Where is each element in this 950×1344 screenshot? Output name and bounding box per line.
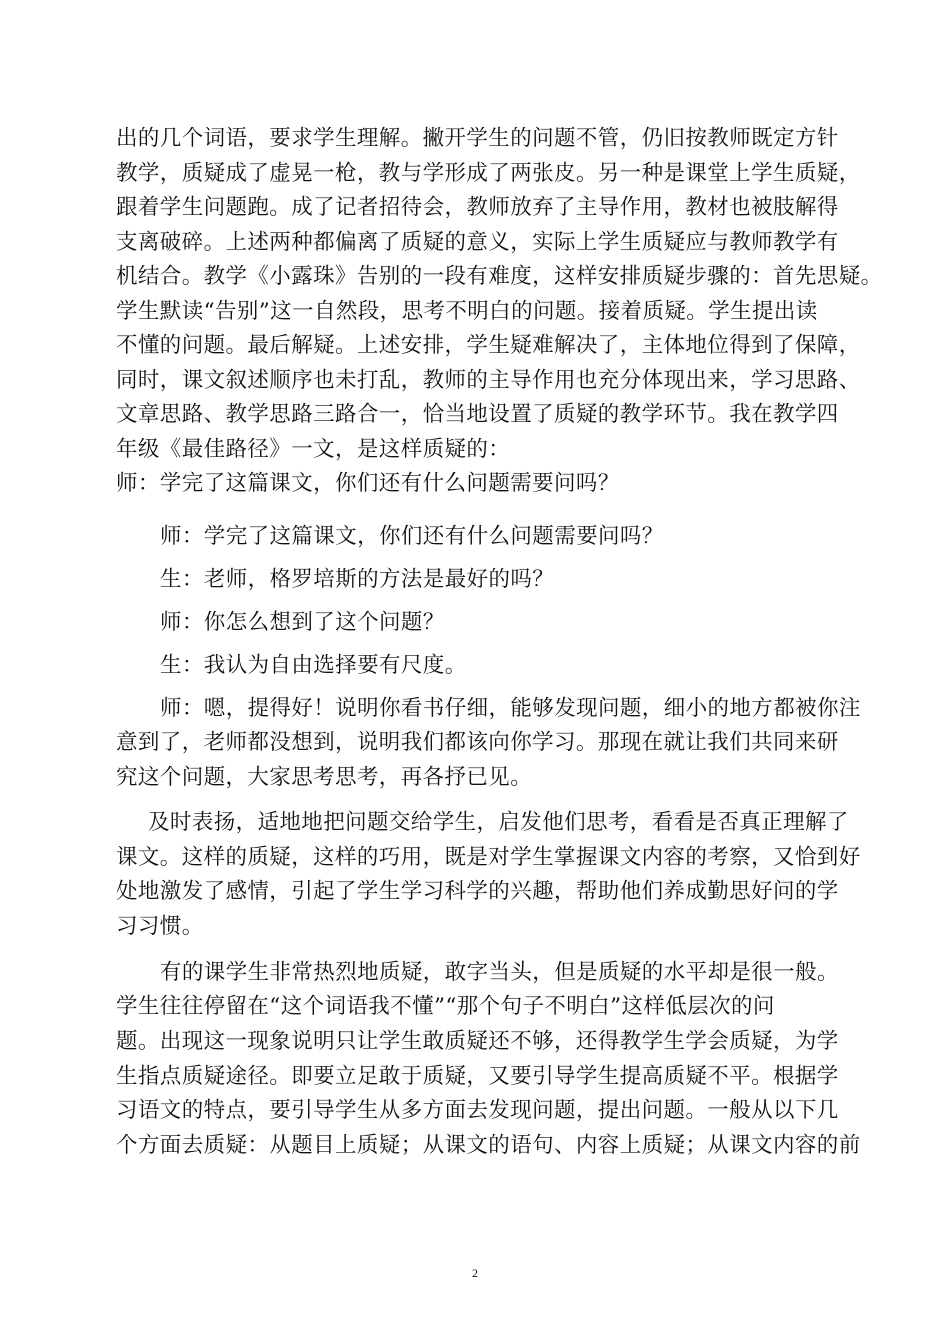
body-line: 文章思路、教学思路三路合一，恰当地设置了质疑的教学环节。我在教学四 bbox=[116, 402, 839, 427]
body-line: 同时，课文叙述顺序也未打乱，教师的主导作用也充分体现出来，学习思路、 bbox=[116, 368, 861, 393]
dialogue-line: 生：我认为自由选择要有尺度。 bbox=[160, 653, 467, 678]
body-line: 有的课学生非常热烈地质疑，敢字当头，但是质疑的水平却是很一般。 bbox=[160, 960, 839, 985]
body-line: 不懂的问题。最后解疑。上述安排，学生疑难解决了，主体地位得到了保障， bbox=[116, 333, 861, 358]
dialogue-line: 师：学完了这篇课文，你们还有什么问题需要问吗？ bbox=[160, 524, 664, 549]
body-line: 习语文的特点，要引导学生从多方面去发现问题，提出问题。一般从以下几 bbox=[116, 1098, 839, 1123]
body-line: 究这个问题，大家思考思考，再各抒已见。 bbox=[116, 765, 533, 790]
body-line: 支离破碎。上述两种都偏离了质疑的意义，实际上学生质疑应与教师教学有 bbox=[116, 230, 839, 255]
body-line: 习习惯。 bbox=[116, 914, 204, 939]
body-line: 教学，质疑成了虚晃一枪，教与学形成了两张皮。另一种是课堂上学生质疑， bbox=[116, 161, 861, 186]
body-line: 题。出现这一现象说明只让学生敢质疑还不够，还得教学生学会质疑，为学 bbox=[116, 1029, 839, 1054]
body-line: 跟着学生问题跑。成了记者招待会，教师放弃了主导作用，教材也被肢解得 bbox=[116, 195, 839, 220]
body-line: 年级《最佳路径》一文，是这样质疑的： bbox=[116, 437, 511, 462]
dialogue-line: 生：老师，格罗培斯的方法是最好的吗？ bbox=[160, 567, 555, 592]
body-line: 生指点质疑途径。即要立足敢于质疑，又要引导学生提高质疑不平。根据学 bbox=[116, 1064, 839, 1089]
dialogue-line: 师：你怎么想到了这个问题？ bbox=[160, 610, 445, 635]
body-line: 学生默读“告别”这一自然段，思考不明白的问题。接着质疑。学生提出读 bbox=[116, 299, 818, 324]
body-line: 机结合。教学《小露珠》告别的一段有难度，这样安排质疑步骤的：首先思疑。 bbox=[116, 264, 883, 289]
body-line: 个方面去质疑：从题目上质疑；从课文的语句、内容上质疑；从课文内容的前 bbox=[116, 1133, 861, 1158]
body-line: 出的几个词语，要求学生理解。撇开学生的问题不管，仍旧按教师既定方针 bbox=[116, 126, 839, 151]
body-line: 处地激发了感情，引起了学生学习科学的兴趣，帮助他们养成勤思好问的学 bbox=[116, 879, 839, 904]
body-line: 及时表扬，适地地把问题交给学生，启发他们思考，看看是否真正理解了 bbox=[148, 810, 849, 835]
body-line: 课文。这样的质疑，这样的巧用，既是对学生掌握课文内容的考察，又恰到好 bbox=[116, 845, 861, 870]
page-number: 2 bbox=[472, 1266, 478, 1280]
body-line: 师：学完了这篇课文，你们还有什么问题需要问吗？ bbox=[116, 471, 620, 496]
dialogue-line: 师：嗯，提得好！说明你看书仔细，能够发现问题，细小的地方都被你注 bbox=[160, 696, 861, 721]
body-line: 学生往往停留在“这个词语我不懂”“那个句子不明白”这样低层次的问 bbox=[116, 994, 775, 1019]
body-line: 意到了，老师都没想到，说明我们都该向你学习。那现在就让我们共同来研 bbox=[116, 730, 839, 755]
